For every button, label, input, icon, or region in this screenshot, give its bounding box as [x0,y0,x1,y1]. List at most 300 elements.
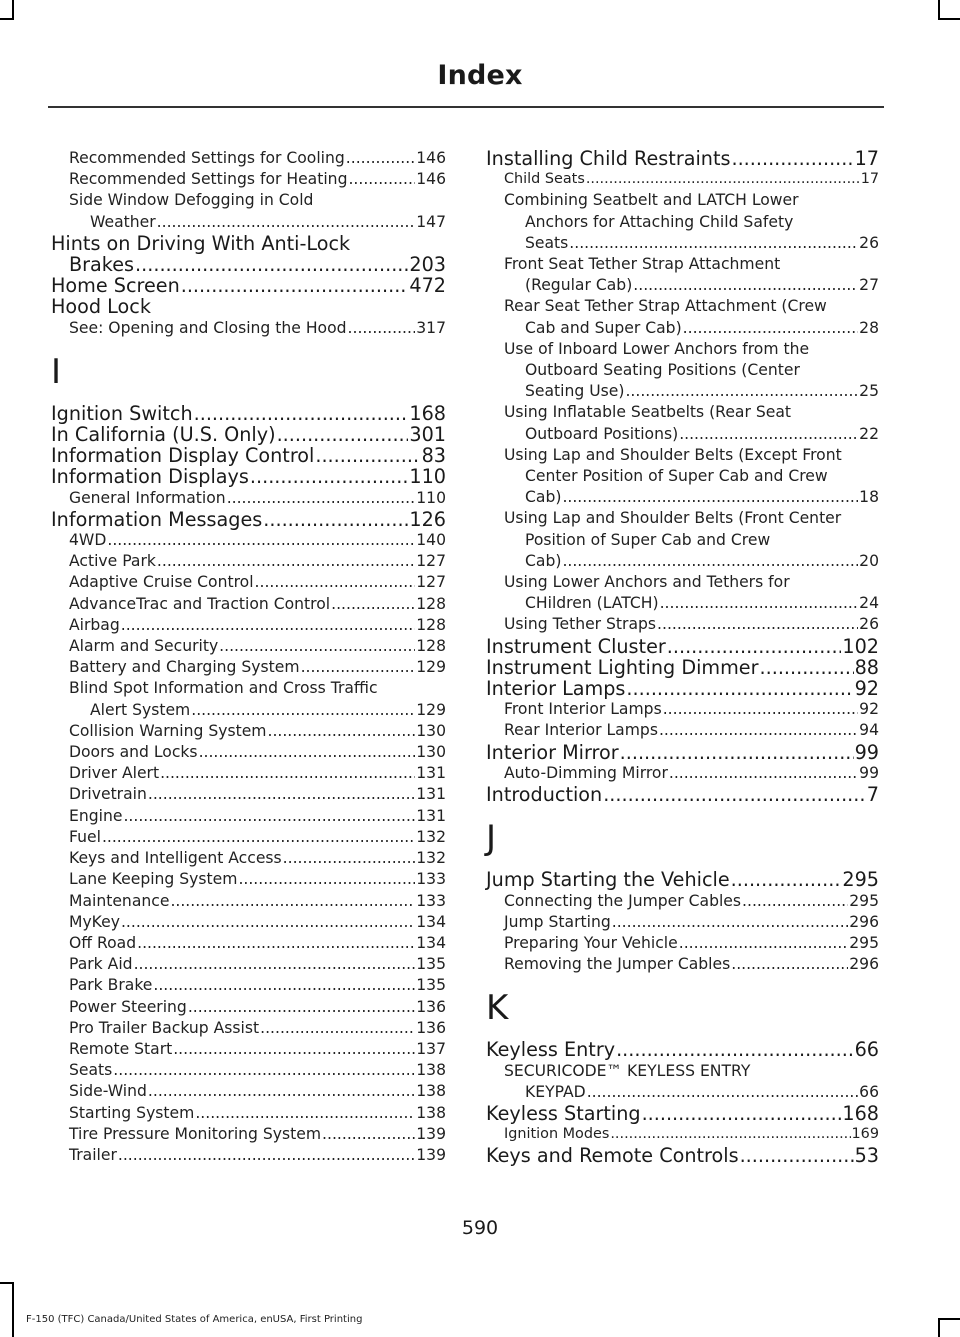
index-entry[interactable] [486,636,879,657]
index-subentry[interactable] [51,1018,446,1039]
entry-row [486,1145,879,1166]
entry-row [486,381,879,402]
dot-leader [148,784,415,805]
entry-text: Battery and Charging System [69,658,300,677]
dot-leader [181,275,409,296]
dot-leader [587,1082,858,1103]
entry-text: Ignition Switch [51,401,193,425]
dot-leader [277,424,409,445]
entry-row [486,784,879,805]
dot-leader [188,997,415,1018]
dot-leader [660,593,859,614]
entry-text: In California (U.S. Only) [51,423,276,447]
index-subentry[interactable] [51,933,446,954]
entry-row [51,148,446,169]
dot-leader [603,784,866,805]
dot-leader [322,1124,415,1145]
entry-text: Removing the Jumper Cables [504,955,731,974]
entry-text: Collision Warning System [69,721,267,740]
dot-leader [626,678,853,699]
entry-row [51,1124,446,1145]
page-reference[interactable]: 127 [416,573,446,592]
page-reference[interactable]: 296 [849,912,879,931]
index-subentry[interactable] [486,720,879,741]
entry-row [51,572,446,593]
page-reference[interactable]: 88 [854,655,879,679]
dot-leader [263,509,408,530]
page-reference[interactable]: 136 [416,997,446,1016]
dot-leader [731,954,848,975]
index-subentry[interactable] [486,445,879,509]
dot-leader [121,912,415,933]
page-title: Index [437,60,523,91]
entry-row [51,912,446,933]
index-subentry[interactable] [51,1039,446,1060]
entry-row [51,445,446,466]
index-subentry[interactable] [51,1124,446,1145]
page-reference[interactable]: 99 [854,740,879,764]
index-entry[interactable] [486,678,879,699]
entry-row [51,848,446,869]
index-subentry[interactable] [486,190,879,254]
entry-row [51,1103,446,1124]
entry-text: Jump Starting [504,912,611,931]
index-subentry[interactable] [51,869,446,890]
crop-mark-bottom-left-v [12,1282,14,1337]
page-reference[interactable]: 295 [842,868,879,892]
page-reference[interactable]: 146 [416,170,446,189]
entry-text-line: Outboard Seating Positions (Center [525,361,800,380]
page-reference[interactable]: 17 [854,147,879,170]
entry-text-line: SECURICODE™ KEYLESS ENTRY [504,1061,751,1080]
index-subentry[interactable] [486,699,879,720]
page-reference[interactable]: 132 [416,827,446,846]
entry-text: Driver Alert [69,764,160,783]
entry-text-line: Using Lower Anchors and Tethers for [504,573,790,592]
index-entry[interactable] [51,275,446,296]
entry-row [51,933,446,954]
page-reference[interactable]: 127 [416,552,446,571]
index-subentry[interactable] [486,763,879,784]
page-reference[interactable]: 110 [416,488,446,507]
entry-row [51,997,446,1018]
entry-row [51,975,446,996]
page-reference[interactable]: 26 [859,615,879,634]
entry-row [51,763,446,784]
dot-leader [153,975,415,996]
entry-row [51,466,446,487]
entry-row [486,614,879,635]
index-entry[interactable] [486,148,879,169]
index-entry[interactable] [51,445,446,466]
index-subentry[interactable] [486,912,879,933]
dot-leader [663,699,858,720]
page-reference[interactable]: 168 [409,401,446,425]
index-entry[interactable] [51,403,446,424]
entry-text: Power Steering [69,997,187,1016]
page-reference[interactable]: 131 [416,806,446,825]
index-column-right [486,148,879,1167]
dot-leader [227,488,416,509]
page-reference[interactable]: 92 [859,700,879,719]
entry-text: Interior Mirror [486,740,619,764]
index-entry[interactable] [51,466,446,487]
index-subentry[interactable] [51,975,446,996]
page-reference[interactable]: 26 [859,233,879,252]
page-reference[interactable]: 22 [859,424,879,443]
page-reference[interactable]: 137 [416,1039,446,1058]
page-reference[interactable]: 25 [859,382,879,401]
index-subentry[interactable] [51,190,446,232]
page-reference[interactable]: 203 [409,253,446,277]
entry-row [486,891,879,912]
page-reference[interactable]: 129 [416,700,446,719]
entry-text: Installing Child Restraints [486,147,731,170]
dot-leader [610,1124,850,1145]
entry-text: Adaptive Cruise Control [69,573,254,592]
page-reference[interactable]: 139 [416,1124,446,1143]
index-subentry[interactable] [51,148,446,169]
page-reference[interactable]: 135 [416,955,446,974]
entry-text: AdvanceTrac and Traction Control [69,594,331,613]
index-subentry[interactable] [51,954,446,975]
entry-row [486,487,879,508]
entry-text: Interior Lamps [486,677,626,701]
dot-leader [569,233,858,254]
entry-text: Tire Pressure Monitoring System [69,1124,322,1143]
page-reference[interactable]: 139 [416,1145,446,1164]
dot-leader [195,1103,415,1124]
page-reference[interactable]: 147 [416,212,446,231]
dot-leader [562,487,858,508]
dot-leader [683,318,858,339]
entry-row [51,891,446,912]
entry-row [51,1039,446,1060]
index-subentry[interactable] [51,1060,446,1081]
entry-text: Drivetrain [69,785,147,804]
page-reference[interactable]: 94 [859,721,879,740]
entry-text: Alert System [90,700,191,719]
page-reference[interactable]: 140 [416,531,446,550]
index-entry[interactable] [486,1103,879,1124]
index-subentry[interactable] [486,296,879,338]
dot-leader [679,424,858,445]
dot-leader [346,148,415,169]
page-number: 590 [461,1217,499,1239]
dot-leader [283,848,416,869]
index-subentry[interactable] [51,1081,446,1102]
page-reference[interactable]: 134 [416,933,446,952]
page-reference[interactable]: 126 [409,507,446,531]
page-reference[interactable]: 133 [416,891,446,910]
index-entry[interactable] [51,509,446,530]
index-subentry[interactable] [51,1145,446,1166]
index-subentry[interactable] [51,530,446,551]
page-reference[interactable]: 129 [416,658,446,677]
entry-text: Rear Interior Lamps [504,721,658,740]
page-reference[interactable]: 133 [416,870,446,889]
dot-leader [625,381,858,402]
index-entry[interactable] [486,869,879,890]
page-reference[interactable]: 18 [859,488,879,507]
index-column-left [51,148,446,1166]
entry-text: Instrument Cluster [486,634,666,658]
entry-row [51,551,446,572]
dot-leader [586,169,860,190]
entry-row [486,1082,879,1103]
entry-row [51,212,446,233]
dot-leader [173,1039,415,1060]
entry-text: Keyless Entry [486,1038,616,1062]
index-entry[interactable] [486,742,879,763]
entry-text: Off Road [69,933,137,952]
page-reference[interactable]: 131 [416,785,446,804]
entry-text-line: Side Window Defogging in Cold [69,191,314,210]
entry-text: Information Display Control [51,444,315,468]
entry-row [486,869,879,890]
page-reference[interactable]: 53 [854,1144,879,1168]
dot-leader [123,806,415,827]
entry-row [51,275,446,296]
entry-text: See: Opening and Closing the Hood [69,318,347,337]
page-reference[interactable]: 24 [859,594,879,613]
entry-text: KEYPAD [525,1082,586,1101]
dot-leader [194,403,409,424]
dot-leader [250,466,408,487]
entry-text: Park Aid [69,955,133,974]
dot-leader [612,912,848,933]
entry-text-line: Front Seat Tether Strap Attachment [504,255,781,274]
index-subentry[interactable] [51,678,446,720]
entry-row [486,1039,879,1060]
section-letter-text: K [486,988,509,1029]
index-subentry[interactable] [51,848,446,869]
entry-text: Pro Trailer Backup Assist [69,1018,260,1037]
page-reference[interactable]: 28 [859,318,879,337]
entry-row [486,169,879,190]
page-reference[interactable]: 296 [849,955,879,974]
index-subentry[interactable] [486,254,879,296]
entry-row [51,700,446,721]
index-subentry[interactable] [51,318,446,339]
index-subentry[interactable] [486,954,879,975]
dot-leader [137,933,415,954]
dot-leader [616,1039,854,1060]
index-subentry[interactable] [486,572,879,614]
dot-leader [331,594,415,615]
page-reference[interactable]: 146 [416,149,446,167]
dot-leader [731,869,842,890]
index-entry[interactable] [486,1039,879,1060]
page-reference[interactable]: 128 [416,637,446,656]
entry-text-line: Using Inflatable Seatbelts (Rear Seat [504,403,791,422]
index-entry[interactable] [486,784,879,805]
crop-mark-top-left-h [0,18,14,20]
page-reference[interactable]: 138 [416,1103,446,1122]
page-reference[interactable]: 27 [859,276,879,295]
index-subentry[interactable] [51,997,446,1018]
index-subentry[interactable] [51,806,446,827]
page-reference[interactable]: 110 [409,465,446,489]
entry-text: Cab and Super Cab) [525,318,682,337]
index-subentry[interactable] [51,763,446,784]
index-subentry[interactable] [51,721,446,742]
index-subentry[interactable] [486,933,879,954]
index-subentry[interactable] [486,339,879,403]
dot-leader [348,169,415,190]
index-subentry[interactable] [51,891,446,912]
index-subentry[interactable] [51,572,446,593]
page-reference[interactable]: 66 [859,1082,879,1101]
page-reference[interactable]: 132 [416,849,446,868]
index-subentry[interactable] [486,891,879,912]
page-reference[interactable]: 102 [842,634,879,658]
entry-text: Seats [525,233,569,252]
page-reference[interactable]: 128 [416,594,446,613]
entry-row [51,594,446,615]
dot-leader [267,721,415,742]
crop-mark-top-right-h [938,18,960,20]
page-reference[interactable]: 135 [416,976,446,995]
entry-row [486,551,879,572]
entry-row [486,1103,879,1124]
index-subentry[interactable] [51,551,446,572]
page-reference[interactable]: 66 [854,1038,879,1062]
page-reference[interactable]: 295 [849,891,879,910]
entry-text: Keys and Remote Controls [486,1144,739,1168]
index-subentry[interactable] [486,169,879,190]
entry-text: Airbag [69,615,120,634]
page-reference[interactable]: 83 [421,444,446,468]
dot-leader [134,954,416,975]
index-subentry[interactable] [51,742,446,763]
entry-text-line: Use of Inboard Lower Anchors from the [504,339,810,358]
entry-row [486,233,879,254]
dot-leader [742,891,848,912]
page-reference[interactable]: 168 [842,1101,879,1125]
entry-text: Jump Starting the Vehicle [486,868,730,892]
crop-mark-top-right-v [938,0,940,20]
dot-leader [160,763,415,784]
entry-row [486,318,879,339]
entry-text: Doors and Locks [69,743,198,762]
entry-row [51,657,446,678]
entry-text: MyKey [69,912,120,931]
dot-leader [135,254,408,275]
entry-text-line: Position of Super Cab and Crew [525,530,771,549]
entry-row [486,742,879,763]
page-reference[interactable]: 130 [416,743,446,762]
page-reference[interactable]: 20 [859,551,879,570]
entry-text: Alarm and Security [69,637,219,656]
page-reference[interactable]: 169 [851,1126,879,1143]
print-edition-note: F-150 (TFC) Canada/United States of America, enUSA, First Printing [26,1314,363,1325]
index-subentry[interactable] [486,1061,879,1103]
entry-row [51,954,446,975]
page-reference[interactable]: 128 [416,615,446,634]
index-subentry[interactable] [51,636,446,657]
entry-text: Weather [90,212,156,231]
entry-row [51,1145,446,1166]
entry-text: Introduction [486,783,603,807]
index-entry[interactable] [486,1145,879,1166]
entry-text: Connecting the Jumper Cables [504,891,742,910]
index-subentry[interactable] [486,1124,879,1145]
index-subentry[interactable] [51,594,446,615]
page-reference[interactable]: 99 [859,763,879,782]
page-reference[interactable]: 136 [416,1018,446,1037]
index-entry[interactable] [51,296,446,317]
dot-leader [157,212,416,233]
index-subentry[interactable] [51,784,446,805]
entry-text-line: Using Lap and Shoulder Belts (Front Center [504,509,842,528]
entry-text: Lane Keeping System [69,870,238,889]
page-reference[interactable]: 295 [849,933,879,952]
index-subentry[interactable] [51,169,446,190]
crop-mark-top-left-v [12,0,14,20]
dot-leader [170,891,415,912]
entry-text: CHildren (LATCH) [525,594,659,613]
entry-row [51,318,446,339]
dot-leader [121,615,415,636]
dot-leader [659,720,858,741]
entry-text: Instrument Lighting Dimmer [486,655,759,679]
page-reference[interactable]: 92 [854,677,879,701]
page-reference[interactable]: 130 [416,721,446,740]
index-subentry[interactable] [51,615,446,636]
index-subentry[interactable] [486,402,879,444]
page-reference[interactable]: 131 [416,764,446,783]
index-subentry[interactable] [51,1103,446,1124]
page-reference[interactable]: 17 [860,171,879,188]
index-entry[interactable] [486,657,879,678]
section-letter [486,975,879,1039]
index-subentry[interactable] [486,508,879,572]
index-subentry[interactable] [51,488,446,509]
entry-text: Active Park [69,552,156,571]
index-subentry[interactable] [51,827,446,848]
entry-text-line: Blind Spot Information and Cross Traffic [69,679,378,698]
page-reference[interactable]: 138 [416,1082,446,1101]
dot-leader [238,869,415,890]
page-reference[interactable]: 472 [409,274,446,298]
dot-leader [562,551,858,572]
entry-text: Remote Start [69,1039,173,1058]
index-subentry[interactable] [51,912,446,933]
index-entry[interactable] [51,233,446,275]
crop-mark-bottom-left-h [0,1282,14,1284]
page-reference[interactable]: 301 [409,423,446,447]
entry-row [51,869,446,890]
entry-text: Information Displays [51,465,249,489]
dot-leader [301,657,416,678]
entry-row [486,148,879,169]
dot-leader [731,148,853,169]
page-reference[interactable]: 317 [416,318,446,337]
dot-leader [260,1018,415,1039]
entry-row [486,699,879,720]
dot-leader [669,763,858,784]
page-reference[interactable]: 138 [416,1061,446,1080]
page-reference[interactable]: 134 [416,912,446,931]
entry-row [51,1060,446,1081]
page-reference[interactable]: 7 [866,783,879,807]
index-entry[interactable] [51,424,446,445]
section-letter [486,805,879,869]
index-subentry[interactable] [486,614,879,635]
entry-text: Preparing Your Vehicle [504,933,678,952]
index-subentry[interactable] [51,657,446,678]
